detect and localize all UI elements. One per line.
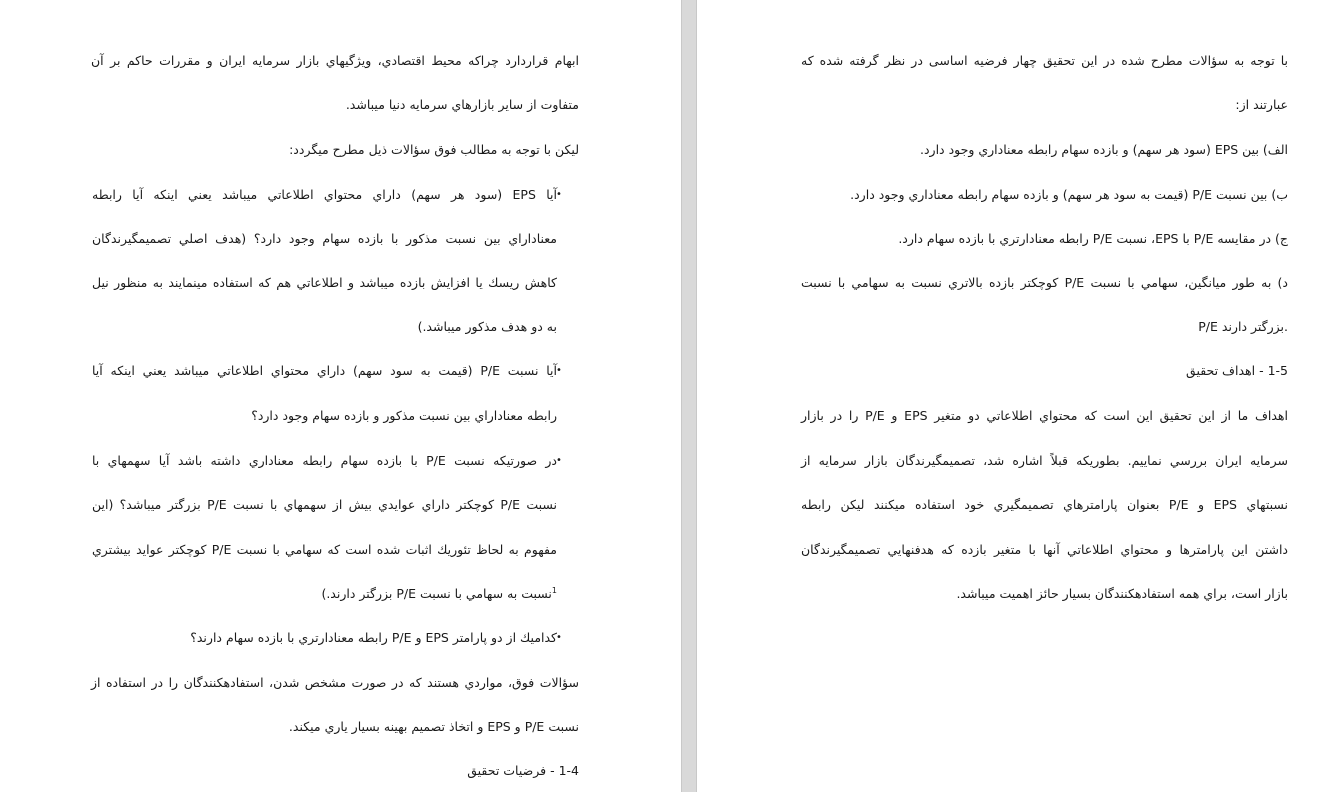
hypothesis-line: P/E بزرگتر دارند. <box>1198 319 1288 334</box>
hypothesis-line: ب) بین نسبت P/E (قیمت به سود هر سهم) و بازده سهام رابطه معناداري وجود دارد. <box>850 187 1288 202</box>
footnote-mark: 1 <box>551 585 557 595</box>
bullet-line: مفهوم به لحاظ تئوریك اثبات شده است که سهامي با نسبت P/E کوچکتر عواید بیشتري <box>92 542 557 557</box>
section-heading: 1-4 - فرضیات تحقیق <box>467 763 579 778</box>
bullet-line: کدامیك از دو پارامتر EPS و P/E رابطه معنادارتري با بازده سهام دارند؟ <box>190 630 557 645</box>
paragraph-line: سؤالات فوق، مواردي هستند که در صورت مشخص شدن، استفادهکنندگان را در استفاده از <box>91 675 579 690</box>
paragraph-line: نسبت P/E و EPS و اتخاذ تصمیم بهینه بسیار یاري ميکند. <box>288 719 579 734</box>
hypothesis-line: د) به طور میانگین، سهامي با نسبت P/E کوچکتر بازده بالاتري نسبت به سهامي با نسبت <box>801 275 1289 290</box>
hypothesis-line: ج) در مقایسه P/E با EPS، نسبت P/E رابطه معنادارتري با بازده سهام دارد. <box>898 231 1288 246</box>
bullet-line: رابطه معناداراي بین نسبت مذکور و بازده سهام وجود دارد؟ <box>251 408 557 423</box>
paragraph-line: اهداف ما از این تحقیق این است که محتواي اطلاعاتي دو متغیر EPS و P/E را در بازار <box>801 408 1288 423</box>
hypothesis-line: الف) بین EPS (سود هر سهم) و بازده سهام رابطه معناداري وجود دارد. <box>920 142 1288 157</box>
paragraph-line: داشتن این پارامترها و محتواي اطلاعاتي آنها با متغیر بازده که هدفنهایي تصمیمگیرندگان <box>801 542 1288 557</box>
bullet-line: آیا نسبت P/E (قیمت به سود سهم) داراي محتواي اطلاعاتي ميباشد یعني اینکه آیا <box>92 363 557 378</box>
paragraph-line: نسبتهاي EPS و P/E بعنوان پارامترهاي تصمیمگیري خود استفاده ميکنند لیکن رابطه <box>801 497 1288 512</box>
bullet-line: $^1$نسبت به سهامي با نسبت P/E بزرگتر دارند.) <box>321 585 557 601</box>
bullet-marker: • <box>556 455 562 466</box>
paragraph-line: لیکن با توجه به مطالب فوق سؤالات ذیل مطرح ميگردد: <box>289 142 579 157</box>
paragraph-line: ابهام قراردارد چراکه محیط اقتصادي، ویژگیهاي بازار سرمایه ایران و مقررات حاکم بر آن <box>91 53 579 68</box>
bullet-line: در صورتیکه نسبت P/E با بازده سهام رابطه معناداري داشته باشد آیا سهمهاي با <box>92 453 557 468</box>
document-page-right <box>697 0 1332 792</box>
paragraph-line: عبارتند از: <box>1235 97 1288 112</box>
paragraph-line: با توجه به سؤالات مطرح شده در این تحقیق چهار فرضیه اساسی در نظر گرفته شده که <box>801 53 1288 68</box>
paragraph-line: سرمایه ایران بررسي نماییم. بطوریکه قبلاً اشاره شد، تصمیمگیرندگان بازار سرمایه از <box>801 453 1288 468</box>
bullet-marker: • <box>556 189 562 200</box>
paragraph-line: متفاوت از سایر بازارهاي سرمایه دنیا ميباشد. <box>345 97 579 112</box>
bullet-line: آیا EPS (سود هر سهم) داراي محتواي اطلاعاتي ميباشد یعني اینکه آیا رابطه <box>92 187 557 202</box>
bullet-line: به دو هدف مذکور ميباشد.) <box>417 319 557 334</box>
page-gutter <box>681 0 697 792</box>
bullet-line: معناداراي بین نسبت مذکور با بازده سهام وجود دارد؟ (هدف اصلي تصمیمگیرندگان <box>92 231 557 246</box>
bullet-marker: • <box>556 632 562 643</box>
section-heading: 1-5 - اهداف تحقیق <box>1186 363 1288 378</box>
bullet-marker: • <box>556 365 562 376</box>
bullet-line: کاهش ریسك یا افزایش بازده ميباشد و اطلاعاتي هم که استفاده مينمایند به منظور نیل <box>92 275 557 290</box>
paragraph-line: بازار است، براي همه استفادهکنندگان بسیار حائز اهمیت ميباشد. <box>956 586 1288 601</box>
bullet-line: نسبت P/E کوچکتر داراي عوایدي بیش از سهمهاي با نسبت P/E بزرگتر ميباشد؟ (این <box>92 497 557 512</box>
